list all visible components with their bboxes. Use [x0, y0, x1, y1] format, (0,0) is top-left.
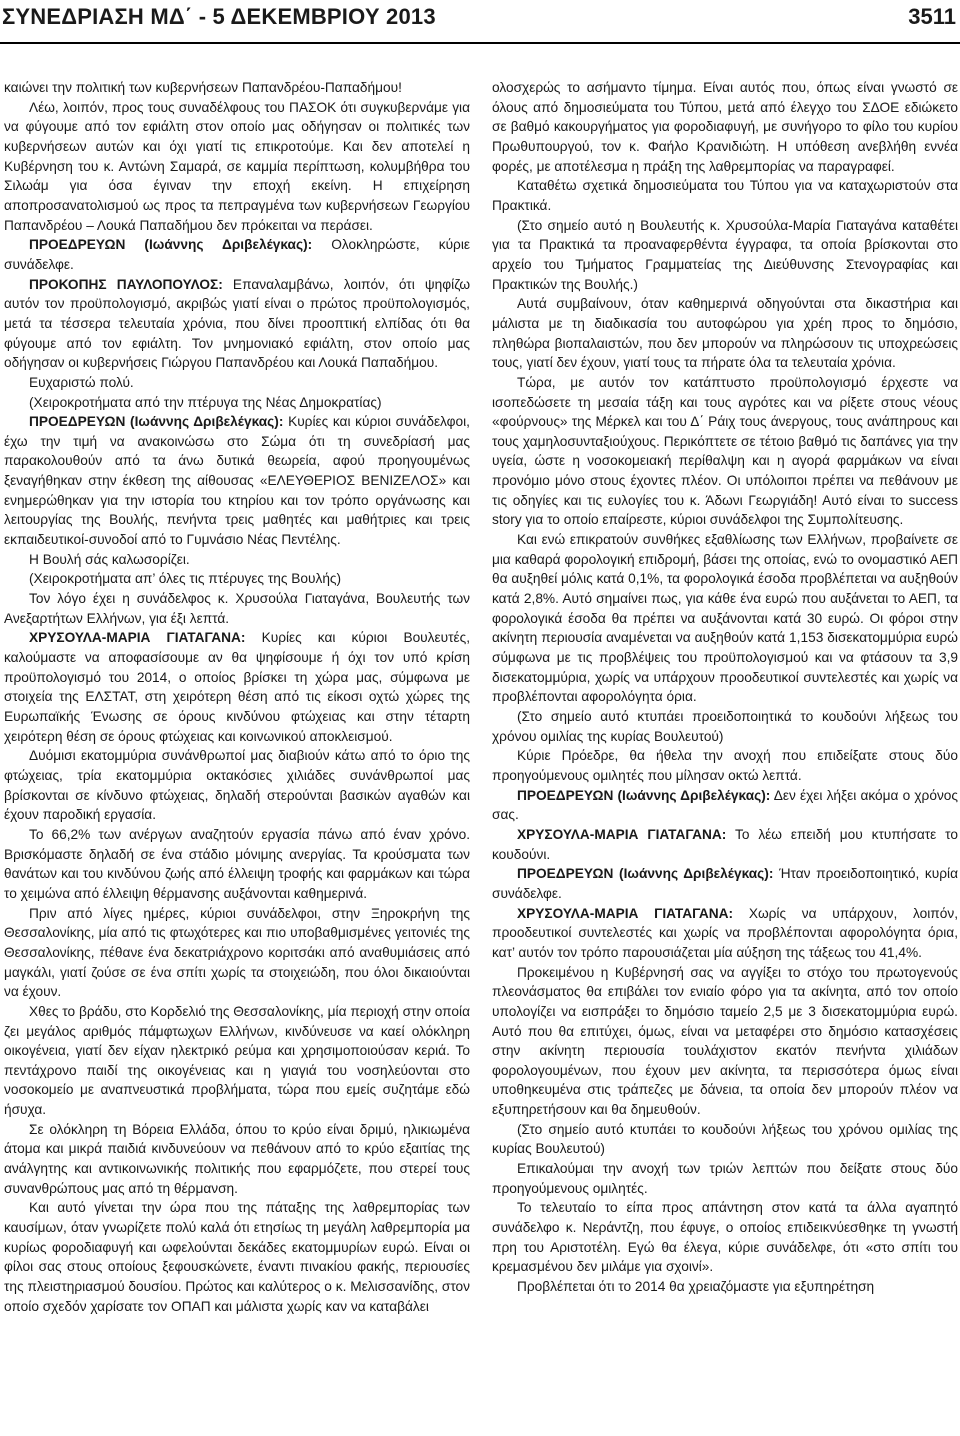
paragraph	[4, 1120, 470, 1199]
paragraph-text: Ήταν προειδοποιητικό, κυρία συνάδελφε.	[492, 866, 958, 901]
paragraph-text: (Στο σημείο αυτό κτυπάει το κουδούνι λήξεως του χρόνου ομιλίας της κυρίας Βουλευτού)	[492, 1121, 958, 1157]
speaker-name: ΧΡΥΣΟΥΛΑ-ΜΑΡΙΑ ΓΙΑΤΑΓΑΝΑ:	[29, 630, 246, 646]
paragraph-text: ολοσχερώς το ασήμαντο τίμημα. Είναι αυτός που, όπως είναι γνωστό σε όλους από δημοσιεύματα του Τύπου, μετά από έλεγχο του ΣΔΟΕ εδιώκετο σε βαθμό κακουργήματος για φοροδιαφυγή, με συνήγορο το φίλο του κυρίου Πρωθυπουργού, τον κ. Φαήλο Κρανιδιώτη. Η υπόθεση ανεβλήθη εννέα φορές, με αποτέλεσμα η πράξη της λαθρεμπορίας να παραγραφεί.	[492, 80, 958, 174]
speaker-name: ΠΡΟΕΔΡΕΥΩΝ (Ιωάννης Δριβελέγκας):	[29, 237, 313, 253]
paragraph	[492, 1277, 958, 1297]
speaker-name: ΠΡΟΚΟΠΗΣ ΠΑΥΛΟΠΟΥΛΟΣ:	[29, 276, 223, 292]
paragraph-text: (Χειροκροτήματα απ’ όλες τις πτέρυγες της Βουλής)	[29, 571, 342, 587]
paragraph	[4, 373, 470, 393]
paragraph-text: Και αυτό γίνεται την ώρα που της πάταξης της λαθρεμπορίας των καυσίμων, όταν γνωρίζετε πολύ καλά ότι ετησίως τη μεγάλη λαθρεμπορία μα κυρίως φοροδιαφυγή και ωφελούνται δεκάδες εκατομμυρίων ευρώ. Είναι οι φίλοι σας στους οποίους ξεφουσκώνετε, έναντι πινακίου φακής, περιουσίες της πλειστηριασμού δουσίου. Πρώτος και καλύτερος ο κ. Μελισσανίδης, στον οποίο σχεδόν χαρίσατε τον ΟΠΑΠ και μάλιστα χωρίς καν να καταβάλει	[4, 1200, 470, 1314]
paragraph	[4, 569, 470, 589]
paragraph-text: Καταθέτω σχετικά δημοσιεύματα του Τύπου για να καταχωριστούν στα Πρακτικά.	[492, 178, 958, 213]
paragraph	[4, 275, 470, 373]
right-column	[492, 78, 958, 1297]
paragraph	[492, 746, 958, 785]
paragraph-text: Ευχαριστώ πολύ.	[29, 374, 134, 390]
paragraph-text: Ολοκληρώστε, κύριε συνάδελφε.	[4, 237, 470, 272]
paragraph-text: Προκειμένου η Κυβέρνησή σας να αγγίξει το στόχο του πρωτογενούς πλεονάσματος θα επιβάλει τον ενιαίο φόρο για τα ακίνητα, από τον οποίο υπολογίζει να εισπράξει το δημόσιο ταμείο 2,5 με 3 δισεκατομμύρια ευρώ. Αυτό που θα επιτύχει, όμως, είναι να μεταφέρει στο δημόσιο κατασχέσεις στην ακίνητη περιουσία τουλάχιστον εκατόν πενήντα χιλιάδων φορολογουμένων, που έχουν μεν ακίνητα, τα περισσότερα όμως είναι υποθηκευμένα στις τράπεζες με δάνεια, τα οποία δεν μπορούν πλέον να εξυπηρετήσουν και θα δημευθούν.	[492, 964, 958, 1118]
paragraph-text: Επαναλαμβάνω, λοιπόν, ότι ψηφίζω αυτόν τον προϋπολογισμό, ακριβώς γιατί είναι ο πρώτος προϋπολογισμός, μετά τα τέσσερα τελευταία χρόνια, που δίνει προοπτική ελπίδας ότι θα φύγουμε από τον εφιάλτη. Τον μνημονιακό εφιάλτη, στον οποίο μας οδήγησαν οι κυβερνήσεις Γιώργου Παπανδρέου και Λουκά Παπαδήμου.	[4, 276, 471, 371]
paragraph-text: (Στο σημείο αυτό κτυπάει προειδοποιητικά το κουδούνι λήξεως του χρόνου ομιλίας της κυρίας Βουλευτού)	[492, 709, 958, 744]
paragraph	[492, 373, 958, 530]
paragraph-text: Λέω, λοιπόν, προς τους συναδέλφους του ΠΑΣΟΚ ότι συγκυβερνάμε για να φύγουμε από τον εφιάλτη στον οποίο μας οδήγησαν οι πολιτικές των κυβερνήσεων αυτών και όχι γιατί τις επικροτούμε. Και δεν αποτελεί η Κυβέρνηση του κ. Αντώνη Σαμαρά, σε καμμία περίπτωση, κολυμβήθρα του Σιλωάμ για όσα έγιναν την εποχή εκείνη. Η επιχείρηση αποπροσανατολισμού ως προς τα πεπραγμένα των κυβερνήσεων Γεωργίου Παπανδρέου – Λουκά Παπαδήμου δεν πρόκειται να περάσει.	[4, 99, 470, 233]
paragraph	[4, 98, 470, 236]
paragraph-text: Τον λόγο έχει η συνάδελφος κ. Χρυσούλα Γιαταγάνα, Βουλευτής των Ανεξαρτήτων Ελλήνων, για έξι λεπτά.	[4, 591, 470, 626]
paragraph-text: Δεν έχει λήξει ακόμα ο χρόνος σας.	[492, 787, 958, 823]
paragraph-text: Το 66,2% των ανέργων αναζητούν εργασία πάνω από έναν χρόνο. Βρισκόμαστε δηλαδή σε ένα στάδιο μόνιμης ανεργίας. Τα κρούσματα των θανάτων και του κινδύνου ζωής από έλλειψη τροφής και φαρμάκων και τώρα το χειμώνα από έλλειψη θέρμανσης αυξάνονται καθημερινά.	[4, 826, 470, 901]
paragraph-text: Η Βουλή σάς καλωσορίζει.	[29, 551, 190, 567]
paragraph-text: καιώνει την πολιτική των κυβερνήσεων Παπανδρέου-Παπαδήμου!	[4, 80, 402, 95]
speaker-name: ΧΡΥΣΟΥΛΑ-ΜΑΡΙΑ ΓΙΑΤΑΓΑΝΑ:	[517, 826, 727, 842]
paragraph	[492, 786, 958, 825]
paragraph-text: Αυτά συμβαίνουν, όταν καθημερινά οδηγούνται στα δικαστήρια και μάλιστα με τη διαδικασία του αυτοφώρου για χρέη προς το δημόσιο, πληθώρα βιοπαλαιστών, που δεν μπορούν να πληρώσουν τις υποχρεώσεις τους, γιατί δεν έχουν, γιατί τους τα πήρατε όλα τα τελευταία χρόνια.	[492, 296, 958, 371]
paragraph-text: Χθες το βράδυ, στο Κορδελιό της Θεσσαλονίκης, μία περιοχή στην οποία ζει μεγάλος αριθμός πάμφτωχων Ελλήνων, κινδύνευσε να καεί ολόκληρη οικογένεια, γιατί δεν είχαν ηλεκτρικό ρεύμα και χρησιμοποιούσαν κεριά. Το πεντάχρονο παιδί της οικογένειας και η γιαγιά του νοσηλεύονται στο νοσοκομείο με αναπνευστικά προβλήματα, τώρα που εμείς συζητάμε εδώ ήσυχα.	[4, 1003, 470, 1118]
paragraph	[492, 707, 958, 746]
paragraph	[4, 904, 470, 1002]
paragraph-text: Προβλέπεται ότι το 2014 θα χρειαζόμαστε για εξυπηρέτηση	[517, 1279, 875, 1295]
paragraph	[4, 825, 470, 904]
paragraph-text: Επικαλούμαι την ανοχή των τριών λεπτών που δείξατε στους δύο προηγούμενους ομιλητές.	[492, 1161, 958, 1196]
paragraph	[4, 628, 470, 746]
paragraph	[492, 963, 958, 1120]
paragraph-text: Δυόμισι εκατομμύρια συνάνθρωποί μας διαβιούν κάτω από το όριο της φτώχειας, τρία εκατομμύρια οκτακόσιες χιλιάδες συνάνθρωποί μας βρίσκονται σε κίνδυνο φτώχειας, δηλαδή στερούνται βασικών αγαθών και έχουν παροδική εργασία.	[4, 748, 470, 823]
speaker-name: ΠΡΟΕΔΡΕΥΩΝ (Ιωάννης Δριβελέγκας):	[517, 866, 774, 882]
paragraph-text: Το λέω επειδή μου κτυπήσατε το κουδούνι.	[492, 826, 958, 862]
paragraph-text: Πριν από λίγες ημέρες, κύριοι συνάδελφοι, στην Ξηροκρήνη της Θεσσαλονίκης, μία από τις φτωχότερες και πιο υποβαθμισμένες γειτονιές της Θεσσαλονίκης, πέθανε ένα δεκατριάχρονο κοριτσάκι από αναθυμιάσεις από μαγκάλι, γιατί ζούσε σε ένα σπίτι χωρίς τα στοιχειώδη, που όλοι δικαιούνται να έχουν.	[4, 905, 470, 1000]
paragraph	[4, 1198, 470, 1316]
speaker-name: ΠΡΟΕΔΡΕΥΩΝ (Ιωάννης Δριβελέγκας):	[517, 787, 771, 803]
paragraph	[4, 235, 470, 274]
paragraph-text: Κυρίες και κύριοι συνάδελφοι, έχω την τιμή να ανακοινώσω στο Σώμα ότι τη συνεδρίασή μας παρακολουθούν από τα άνω δυτικά θεωρεία, αφού προηγουμένως ξεναγήθηκαν στην έκθεση της αίθουσας «ΕΛΕΥΘΕΡΙΟΣ ΒΕΝΙΖΕΛΟΣ» και ενημερώθηκαν για την ιστορία του κτηρίου και τον τρόπο οργάνωσης και λειτουργίας της Βουλής, πενήντα τρεις μαθητές και μαθήτριες και τρεις εκπαιδευτικοί-συνοδοί από το Γυμνάσιο Νέας Πεντέλης.	[4, 414, 470, 548]
paragraph	[492, 825, 958, 864]
paragraph	[492, 1198, 958, 1277]
paragraph-text: (Στο σημείο αυτό η Βουλευτής κ. Χρυσούλα-Μαρία Γιαταγάνα καταθέτει για τα Πρακτικά τα προαναφερθέντα έγγραφα, τα οποία βρίσκονται στο αρχείο του Τμήματος Γραμματείας της Διεύθυνσης Στενογραφίας και Πρακτικών της Βουλής.)	[492, 217, 958, 292]
page-header	[0, 0, 960, 44]
paragraph	[4, 393, 470, 413]
paragraph	[492, 78, 958, 176]
paragraph	[492, 1120, 958, 1159]
paragraph	[492, 176, 958, 215]
paragraph	[492, 216, 958, 295]
speaker-name: ΠΡΟΕΔΡΕΥΩΝ (Ιωάννης Δριβελέγκας):	[29, 414, 284, 430]
paragraph-text: Και ενώ επικρατούν συνθήκες εξαθλίωσης των Ελλήνων, προβαίνετε σε μια καθαρά φορολογική επιδρομή, βάσει της οποίας, ενώ το ονομαστικό ΑΕΠ θα αυξηθεί μόλις κατά 0,1%, τα φορολογικά έσοδα προβλέπεται να αυξηθούν κατά 2,8%. Αυτό σημαίνει πως, για κάθε ένα ευρώ που αυξάνεται το ΑΕΠ, τα φορολογικά έσοδα θα πρέπει να αυξάνονται κατά 30 ευρώ. Οι φόροι στην ακίνητη περιουσία αναμένεται να αυξηθούν κατά 1,153 δισεκατομμύρια ευρώ σύμφωνα με τις προβλέψεις του προϋπολογισμού και να φτάσουν τα 3,9 δισεκατομμύρια, χωρίς να υπάρχουν προοδευτικοί συντελεστές και χωρίς να προβλέπονται αφορολόγητα όρια.	[492, 532, 958, 705]
session-title: ΣΥΝΕΔΡΙΑΣΗ ΜΔ΄ - 5 ΔΕΚΕΜΒΡΙΟΥ 2013	[2, 4, 436, 29]
paragraph	[492, 530, 958, 707]
paragraph-text: Τώρα, με αυτόν τον κατάπτυστο προϋπολογισμό έρχεστε να ισοπεδώσετε τη μεσαία τάξη και τους αγρότες και να ρίξετε στους νέους «φούρνους» της Μέρκελ και του Δ΄ Ράιχ τους άνεργους, τους ανάπηρους και τους χαμηλοσυνταξιούχους. Περικόπτετε σε τέτοιο βαθμό τις δαπάνες για την υγεία, ώστε η νοσοκομειακή περίθαλψη και η αγορά φαρμάκων να είναι προνόμιο μόνο στους έχοντες πλέον. Οι υπόλοιποι πρέπει να πεθάνουν με τις οδηγίες και τις ευλογίες του κ. Άδωνι Γεωργιάδη! Αυτό είναι το success story για το οποίο επαίρεστε, κύριοι συνάδελφοι της Συμπολίτευσης.	[492, 374, 958, 528]
paragraph	[4, 1002, 470, 1120]
paragraph	[4, 589, 470, 628]
left-column	[4, 78, 470, 1316]
paragraph	[4, 550, 470, 570]
paragraph-text: Το τελευταίο το είπα προς απάντηση στον κατά τα άλλα αγαπητό συνάδελφο κ. Νεράντζη, που έφυγε, ο οποίος επιδεικνύεσθηκε τη γνωστή πρη του Αριστοτέλη. Εγώ θα έλεγα, κύριε συνάδελφε, ότι «στο σπίτι του κρεμασμένου δεν μιλάμε για σχοινί».	[492, 1200, 958, 1275]
paragraph-text: (Χειροκροτήματα από την πτέρυγα της Νέας Δημοκρατίας)	[29, 394, 382, 410]
paragraph	[492, 1159, 958, 1198]
speaker-name: ΧΡΥΣΟΥΛΑ-ΜΑΡΙΑ ΓΙΑΤΑΓΑΝΑ:	[517, 905, 734, 921]
paragraph	[4, 78, 470, 98]
paragraph-text: Κυρίες και κύριοι Βουλευτές, καλούμαστε να αποφασίσουμε αν θα ψηφίσουμε ή όχι τον υπό κρίση προϋπολογισμό του 2014, ο οποίος βρίσκει τη χώρα μας, σύμφωνα με στοιχεία της ΕΛΣΤΑΤ, στη χειρότερη θέση από τις είκοσι οχτώ χώρες της Ευρωπαϊκής Ένωσης σε όρους κινδύνου φτώχειας και στην τέταρτη χειρότερη θέση σε όρους φτώχειας και κοινωνικού αποκλεισμού.	[4, 630, 471, 744]
paragraph-text: Σε ολόκληρη τη Βόρεια Ελλάδα, όπου το κρύο είναι δριμύ, ηλικιωμένα άτομα και μικρά παιδιά κινδυνεύουν να πεθάνουν από το κρύο εξαιτίας της ανάλγητης και αντικοινωνικής πολιτικής που εφαρμόζετε, που στερεί τους συνανθρώπους μας από τη θέρμανση.	[4, 1121, 470, 1196]
paragraph-text: Κύριε Πρόεδρε, θα ήθελα την ανοχή που επιδείξατε στους δύο προηγούμενους ομιλητές που μίλησαν οκτώ λεπτά.	[492, 748, 958, 783]
paragraph	[4, 746, 470, 825]
paragraph	[492, 864, 958, 903]
page-number: 3511	[908, 4, 956, 29]
paragraph-text: Χωρίς να υπάρχουν, λοιπόν, προοδευτικοί συντελεστές και χωρίς να προβλέπονται αφορολόγητα όρια, κατ’ αυτόν τον τρόπο παρουσιάζεται μία αύξηση της τάξεως του 41,4%.	[492, 905, 958, 960]
paragraph	[4, 412, 470, 550]
paragraph	[492, 294, 958, 373]
paragraph	[492, 904, 958, 963]
